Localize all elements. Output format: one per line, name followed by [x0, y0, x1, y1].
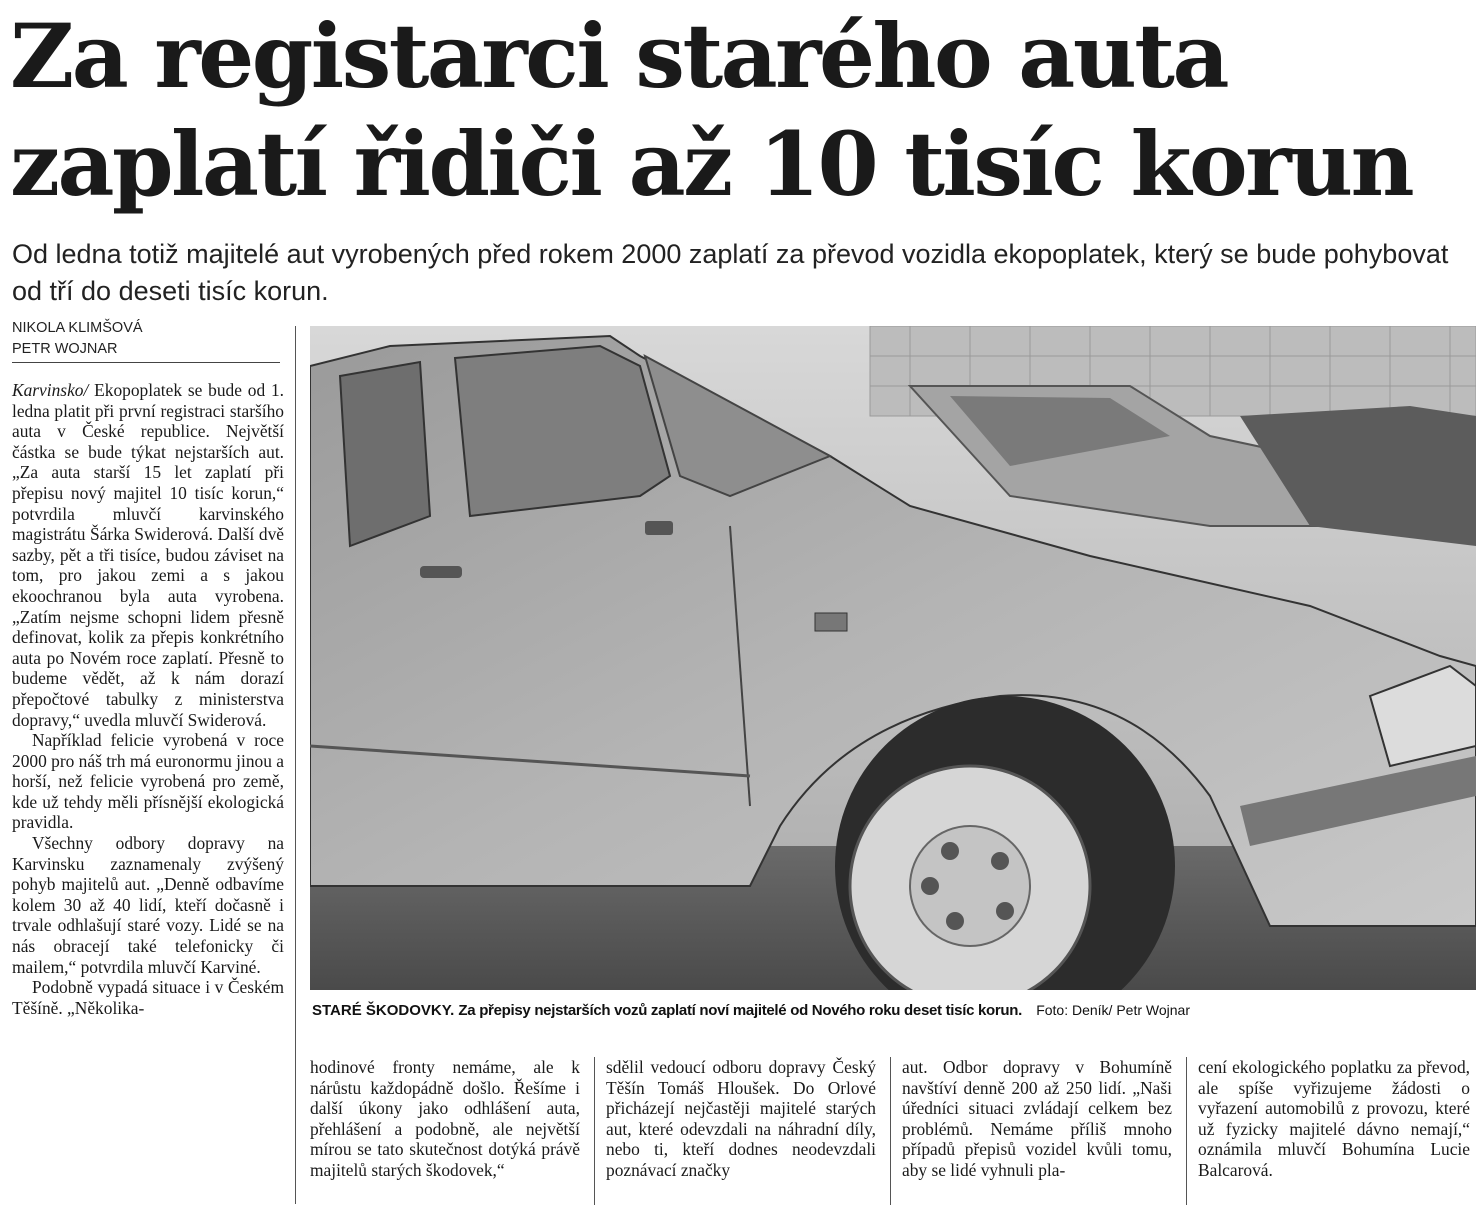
- caption-lead: STARÉ ŠKODOVKY.: [312, 1002, 455, 1019]
- article-column-5: [1198, 1057, 1470, 1181]
- article-paragraph: Například felicie vyrobená v roce 2000 pro náš trh má euronormu jinou a horší, než felicie vyrobená pro země, kde už tehdy měli přísnější ekologická pravidla.: [12, 730, 284, 833]
- byline: [12, 318, 280, 363]
- column-divider: [295, 326, 296, 1204]
- author-name: PETR WOJNAR: [12, 341, 118, 357]
- car-photo-illustration: [310, 326, 1476, 990]
- article-paragraph: aut. Odbor dopravy v Bohumíně navštíví denně 200 až 250 lidí. „Naši úředníci situaci zvládají celkem bez problémů. Nemáme příliš mnoho případů přepisů vozidel kvůli tomu, aby se lidé vyhnuli pla-: [902, 1057, 1172, 1180]
- column-divider: [890, 1057, 891, 1205]
- article-column-2: [310, 1057, 580, 1181]
- paragraph-text: Ekopoplatek se bude od 1. ledna platit při první registraci staršího auta v České republice. Největší částka se bude týkat nejstarších aut. „Za auta starší 15 let zaplatí při přepisu nový majitel 10 tisíc korun,“ potvrdila mluvčí karvinského magistrátu Šárka Swiderová. Další dvě sazby, pět a tři tisíce, budou záviset na tom, pro jakou zemi a s jakou ekoochranou byla auta vyrobena. „Zatím nejsme schopni lidem přesně definovat, kolik za přepis konkrétního auta po Novém roce zaplatí. Přesně to budeme vědět, až k nám dorazí přepočtové tabulky z ministerstva dopravy,“ uvedla mluvčí Swiderová.: [12, 380, 284, 730]
- author-name: NIKOLA KLIMŠOVÁ: [12, 320, 143, 336]
- caption-text: Za přepisy nejstarších vozů zaplatí noví majitelé od Nového roku deset tisíc korun.: [458, 1002, 1023, 1019]
- article-paragraph: [12, 380, 284, 730]
- headline-line-2: zaplatí řidiči až 10 tisíc korun: [10, 112, 1413, 216]
- article-photo: [310, 326, 1476, 990]
- article-paragraph: hodinové fronty nemáme, ale k nárůstu každopádně došlo. Řešíme i další úkony jako odhlášení auta, přehlášení a podobně, ale největší mírou se tato skutečnost dotýká právě majitelů starých škodovek,“: [310, 1057, 580, 1180]
- article-paragraph: Podobně vypadá situace i v Českém Těšíně. „Několika-: [12, 977, 284, 1018]
- headline-line-1: Za registarci starého auta: [10, 4, 1227, 108]
- article-column-4: [902, 1057, 1172, 1181]
- article-column-3: [606, 1057, 876, 1181]
- subheadline: Od ledna totiž majitelé aut vyrobených před rokem 2000 zaplatí za převod vozidla ekopoplatek, který se bude pohybovat od tří do deseti tisíc korun.: [12, 239, 1449, 306]
- column-divider: [594, 1057, 595, 1205]
- headline: [10, 2, 1480, 218]
- article-paragraph: sdělil vedoucí odboru dopravy Český Těšín Tomáš Hloušek. Do Orlové přicházejí nejčastěji majitelé starých aut, které odevzdali na náhradní díly, nebo ti, kteří dodnes neodevzdali poznávací značky: [606, 1057, 876, 1180]
- article-column-1: [12, 380, 284, 1018]
- photo-caption: [312, 1000, 1476, 1021]
- photo-credit: Foto: Deník/ Petr Wojnar: [1036, 1002, 1190, 1018]
- article-paragraph: Všechny odbory dopravy na Karvinsku zaznamenaly zvýšený pohyb majitelů aut. „Denně odbavíme kolem 30 až 40 lidí, kteří dočasně i trvale odhlašují staré vozy. Lidé se na nás obracejí také telefonicky či mailem,“ potvrdila mluvčí Karviné.: [12, 833, 284, 977]
- column-divider: [1186, 1057, 1187, 1205]
- dateline: Karvinsko/: [12, 380, 89, 400]
- article-paragraph: cení ekologického poplatku za převod, ale spíše vyřizujeme žádosti o vyřazení automobilů z provozu, které už fyzicky majitelé dávno nemají,“ oznámila mluvčí Bohumína Lucie Balcarová.: [1198, 1057, 1470, 1180]
